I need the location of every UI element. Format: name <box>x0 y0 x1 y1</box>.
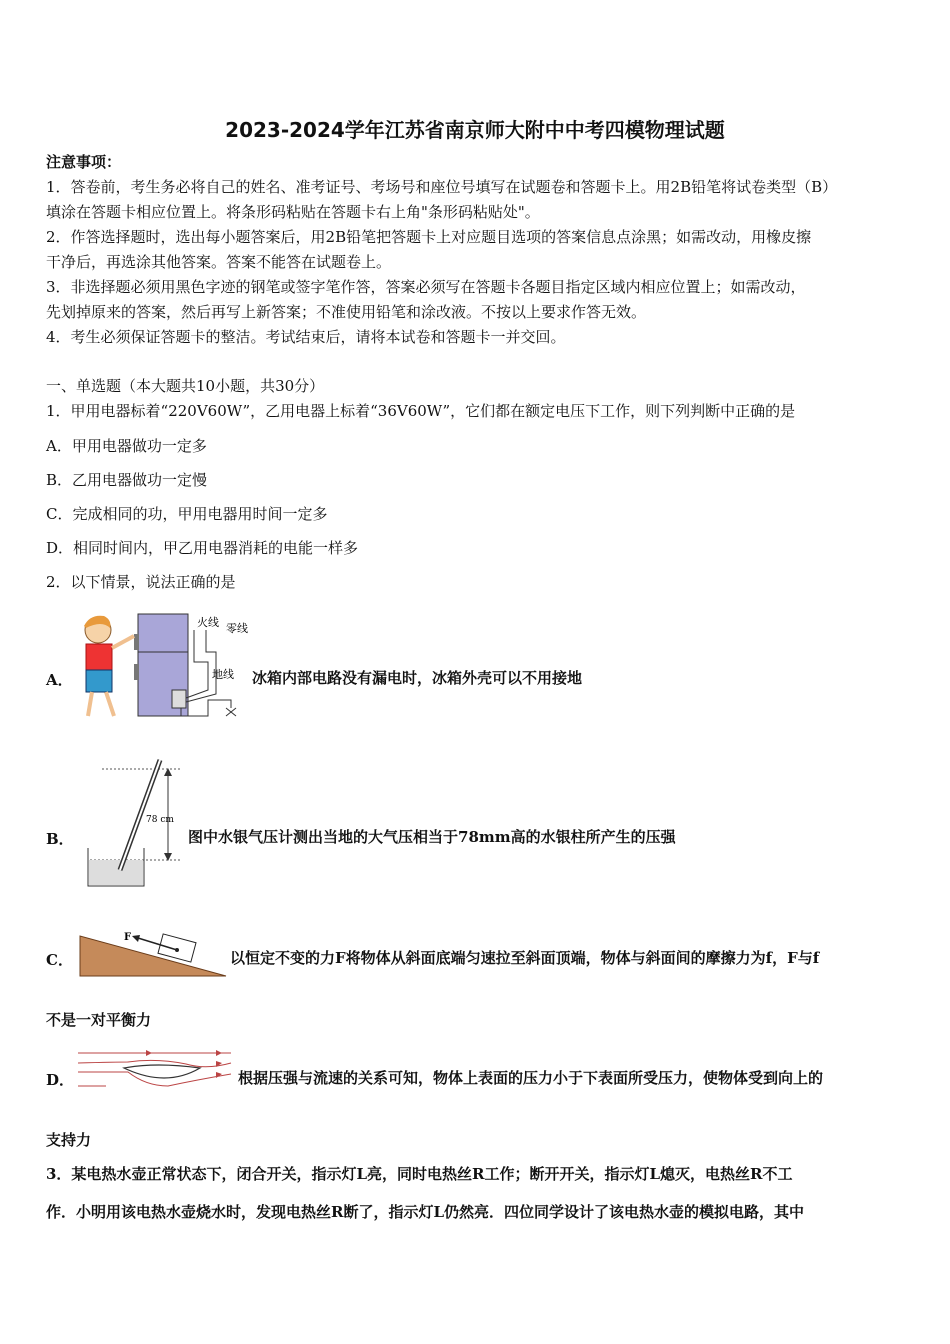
notice-heading: 注意事项： <box>46 153 122 171</box>
q2-b-label: B． <box>46 830 74 848</box>
q3-line: 作．小明用该电热水壶烧水时，发现电热丝R断了，指示灯L仍然亮．四位同学设计了该电热水壶的模拟电路，其中 <box>46 1203 805 1221</box>
q2-d-text: 根据压强与流速的关系可知，物体上表面的压力小于下表面所受压力，使物体受到向上的 <box>238 1069 824 1087</box>
q2-a-text: 冰箱内部电路没有漏电时，冰箱外壳可以不用接地 <box>252 669 583 687</box>
ground-wire-label: 地线 <box>212 668 234 681</box>
height-label: 78 cm <box>146 815 174 825</box>
notice-line: 1．答卷前，考生务必将自己的姓名、准考证号、考场号和座位号填写在试题卷和答题卡上。用2B铅笔将试卷类型（B） <box>46 178 838 196</box>
force-label: F <box>124 932 132 943</box>
q2-c-label: C． <box>46 951 73 969</box>
notice-line: 先划掉原来的答案，然后再写上新答案；不准使用铅笔和涂改液。不按以上要求作答无效。 <box>46 303 647 321</box>
notice-line: 4．考生必须保证答题卡的整洁。考试结束后，请将本试卷和答题卡一并交回。 <box>46 328 566 346</box>
fridge-figure <box>76 612 246 722</box>
q2-b-text: 图中水银气压计测出当地的大气压相当于78mm高的水银柱所产生的压强 <box>188 828 676 846</box>
q2-a-label: A． <box>46 671 73 689</box>
q1-stem: 1．甲用电器标着“220V60W”，乙用电器上标着“36V60W”，它们都在额定电压下工作，则下列判断中正确的是 <box>46 402 796 420</box>
barometer-figure <box>80 758 190 888</box>
q2-d-text-cont: 支持力 <box>46 1131 92 1149</box>
q1-option-d: D．相同时间内，甲乙用电器消耗的电能一样多 <box>46 539 359 557</box>
neutral-wire-label: 零线 <box>226 622 248 635</box>
q2-c-text: 以恒定不变的力F将物体从斜面底端匀速拉至斜面顶端，物体与斜面间的摩擦力为f，F与f <box>230 949 820 967</box>
q2-stem: 2．以下情景，说法正确的是 <box>46 573 236 591</box>
notice-line: 干净后，再选涂其他答案。答案不能答在试题卷上。 <box>46 253 392 271</box>
notice-line: 填涂在答题卡相应位置上。将条形码粘贴在答题卡右上角"条形码粘贴处"。 <box>46 203 540 221</box>
section-heading: 一、单选题（本大题共10小题，共30分） <box>46 377 325 395</box>
q1-option-b: B．乙用电器做功一定慢 <box>46 471 208 489</box>
q2-d-label: D． <box>46 1071 75 1089</box>
notice-line: 2．作答选择题时，选出每小题答案后，用2B铅笔把答题卡上对应题目选项的答案信息点涂黑；如需改动，用橡皮擦 <box>46 228 812 246</box>
q2-c-text-cont: 不是一对平衡力 <box>46 1011 152 1029</box>
live-wire-label: 火线 <box>197 616 219 629</box>
q3-line: 3．某电热水壶正常状态下，闭合开关，指示灯L亮，同时电热丝R工作；断开开关，指示灯L熄灭，电热丝R不工 <box>46 1165 793 1183</box>
q1-option-a: A．甲用电器做功一定多 <box>46 437 207 455</box>
airflow-figure <box>76 1048 236 1092</box>
q1-option-c: C．完成相同的功，甲用电器用时间一定多 <box>46 505 328 523</box>
notice-line: 3．非选择题必须用黑色字迹的钢笔或签字笔作答，答案必须写在答题卡各题目指定区域内相应位置上；如需改动， <box>46 278 806 296</box>
page-title: 2023-2024学年江苏省南京师大附中中考四模物理试题 <box>225 118 725 142</box>
incline-figure <box>80 930 230 978</box>
